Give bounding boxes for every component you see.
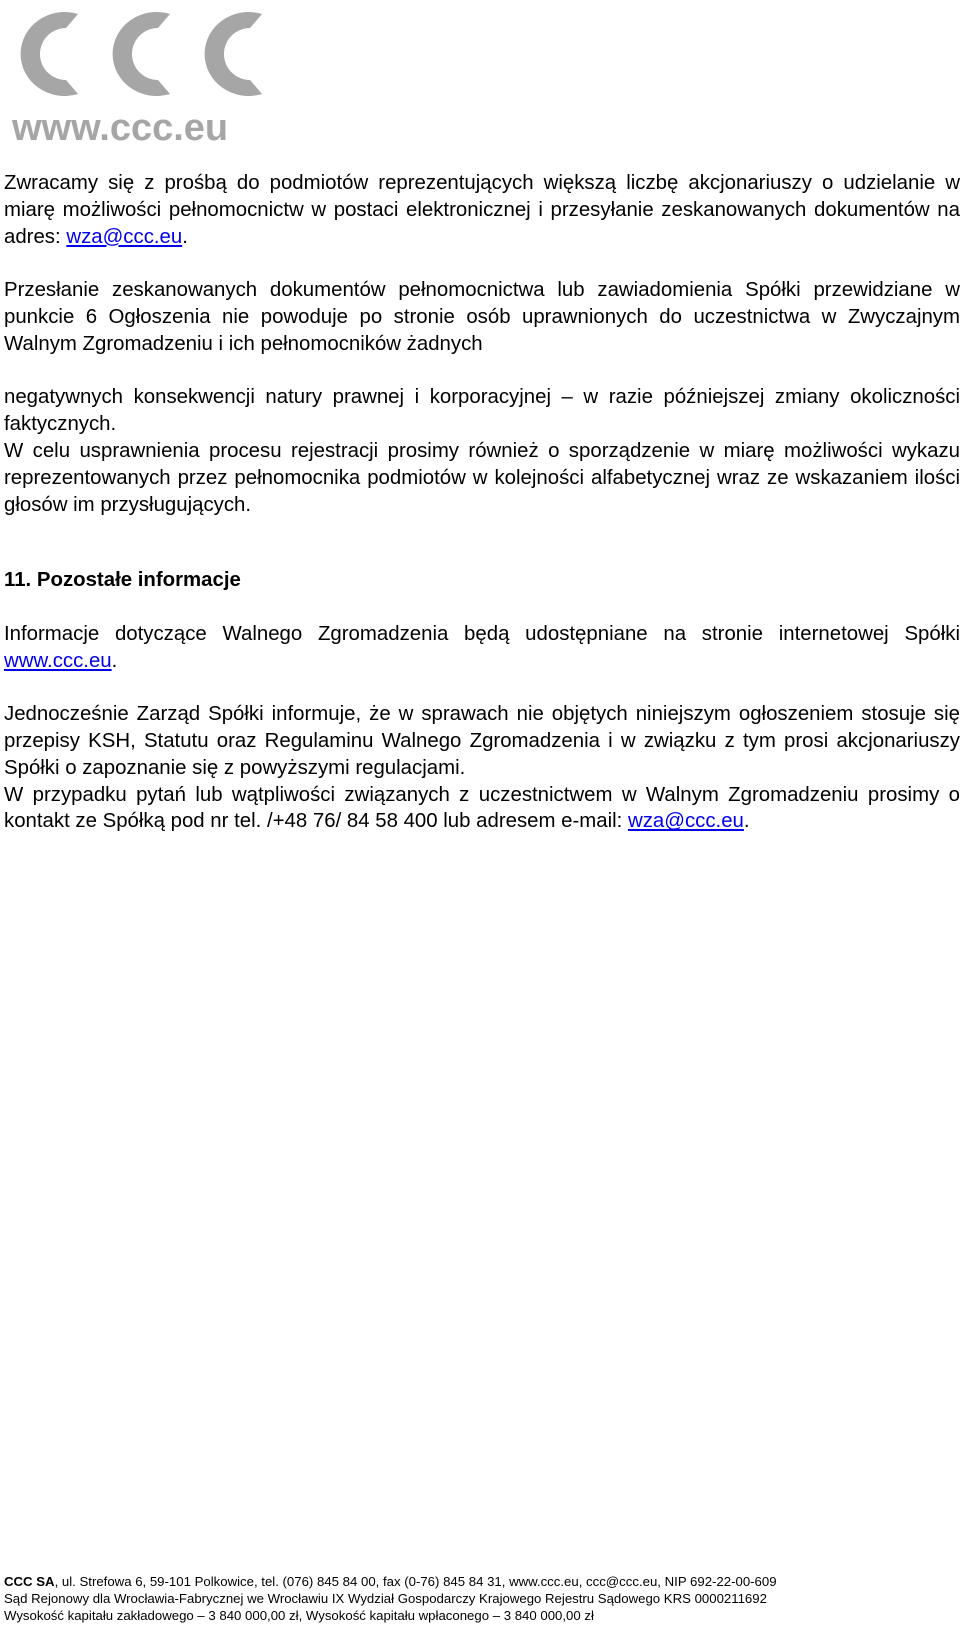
- website-link[interactable]: www.ccc.eu: [4, 649, 112, 672]
- footer-line-3: Wysokość kapitału zakładowego – 3 840 000,00 zł, Wysokość kapitału wpłaconego – 3 840 000,00 zł: [4, 1607, 594, 1623]
- section-heading: 11. Pozostałe informacje: [4, 569, 241, 592]
- punctuation: .: [743, 810, 750, 833]
- company-name: CCC SA: [4, 1574, 55, 1589]
- paragraph-regulations: Jednocześnie Zarząd Spółki informuje, że w sprawach nie objętych niniejszym ogłoszeniem stosuje się przepisy KSH, Statutu oraz Regulaminu Walnego Zgromadzenia i w związku z tym prosi akcjonariuszy Spółki o zapoznanie się z powyższymi regulacjami.: [4, 703, 960, 779]
- paragraph-text: W przypadku pytań lub wątpliwości związanych z uczestnictwem w Walnym Zgromadzeniu prosimy o kontakt ze Spółką pod nr tel. /+48 76/ 84 58 400 lub adresem e-mail:: [4, 783, 960, 833]
- paragraph-info: [4, 621, 960, 675]
- paragraph-proxy-request: [4, 170, 960, 250]
- ccc-logo-mark: [21, 12, 262, 96]
- footer: [4, 1574, 960, 1624]
- punctuation: .: [111, 649, 118, 672]
- paragraph-text: Informacje dotyczące Walnego Zgromadzenia będą udostępniane na stronie internetowej Spółki: [4, 622, 960, 645]
- email-link[interactable]: wza@ccc.eu: [628, 810, 744, 833]
- paragraph-registration: W celu usprawnienia procesu rejestracji prosimy również o sporządzenie w miarę możliwości wykazu reprezentowanych przez pełnomocnika podmiotów w kolejności alfabetycznej wraz ze wskazaniem ilości głosów im przysługujących.: [4, 439, 960, 516]
- paragraph-contact: [4, 782, 960, 836]
- paragraph-consequences: negatywnych konsekwencji natury prawnej i korporacyjnej – w razie późniejszej zmiany okoliczności faktycznych.: [4, 386, 960, 436]
- footer-address: , ul. Strefowa 6, 59-101 Polkowice, tel. (076) 845 84 00, fax (0-76) 845 84 31, www.ccc.eu, ccc@ccc.eu, NIP 692-22-00-609: [54, 1574, 777, 1589]
- footer-line-2: Sąd Rejonowy dla Wrocławia-Fabrycznej we Wrocławiu IX Wydział Gospodarczy Krajowego Rejestru Sądowego KRS 0000211692: [4, 1590, 767, 1606]
- document-body: [4, 170, 960, 835]
- footer-line-1: [4, 1574, 960, 1591]
- punctuation: .: [182, 225, 188, 248]
- paragraph-text: Zwracamy się z prośbą do podmiotów reprezentujących większą liczbę akcjonariuszy o udzielanie w miarę możliwości pełnomocnictw w postaci elektronicznej i przesyłanie zeskanowanych dokumentów na adres:: [4, 172, 960, 248]
- ccc-logo: [0, 0, 300, 150]
- email-link[interactable]: wza@ccc.eu: [66, 225, 183, 248]
- paragraph-scanned-docs: Przesłanie zeskanowanych dokumentów pełnomocnictwa lub zawiadomienia Spółki przewidziane w punkcie 6 Ogłoszenia nie powoduje po stronie osób uprawnionych do uczestnictwa w Zwyczajnym Walnym Zgromadzeniu i ich pełnomocników żadnych: [4, 279, 960, 355]
- logo-url: www.ccc.eu: [12, 107, 229, 149]
